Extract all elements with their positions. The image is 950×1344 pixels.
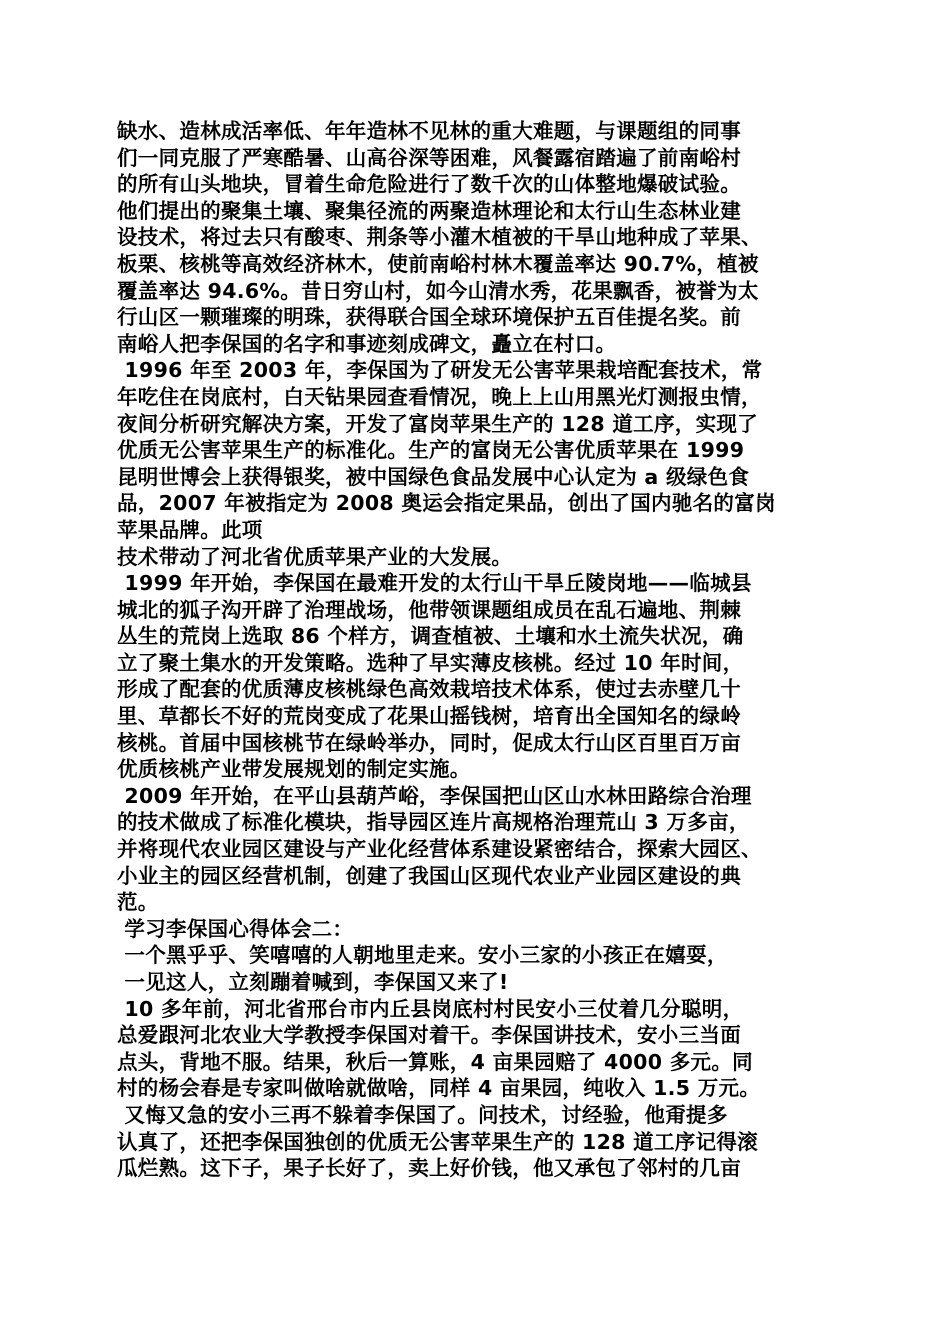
text-line: 优质核桃产业带发展规划的制定实施。 [117,757,471,782]
text-line: 范。 [117,890,159,915]
text-line: 年吃住在岗底村，白天钻果园查看情况，晚上上山用黑光灯测报虫情， [117,384,762,409]
text-line: 核桃。首届中国核桃节在绿岭举办，同时，促成太行山区百里百万亩 [117,730,741,755]
text-line: 昆明世博会上获得银奖，被中国绿色食品发展中心认定为 a 级绿色食 [117,464,750,489]
section-heading: 学习李保国心得体会二： [117,916,354,941]
text-line: 覆盖率达 94.6%。昔日穷山村，如今山清水秀，花果飘香，被誉为太 [117,278,759,303]
text-line: 的技术做成了标准化模块，指导园区连片高规格治理荒山 3 万多亩， [117,810,750,835]
text-line: 设技术，将过去只有酸枣、荆条等小灌木植被的干旱山地种成了苹果、 [117,225,762,250]
text-line: 缺水、造林成活率低、年年造林不见林的重大难题，与课题组的同事 [117,119,741,143]
text-line: 10 多年前，河北省邢台市内丘县岗底村村民安小三仗着几分聪明， [117,996,744,1021]
text-line: 优质无公害苹果生产的标准化。生产的富岗无公害优质苹果在 1999 [117,438,745,463]
text-line: 立了聚土集水的开发策略。选种了早实薄皮核桃。经过 10 年时间， [117,650,744,675]
text-line: 苹果品牌。此项 [117,517,263,542]
text-line: 他们提出的聚集土壤、聚集径流的两聚造林理论和太行山生态林业建 [117,198,741,223]
text-line: 1999 年开始，李保国在最难开发的太行山干旱丘陵岗地——临城县 [117,571,752,596]
text-line: 技术带动了河北省优质苹果产业的大发展。 [117,544,513,569]
text-line: 小业主的园区经营机制，创建了我国山区现代农业产业园区建设的典 [117,863,741,888]
text-line: 品，2007 年被指定为 2008 奥运会指定果品，创出了国内驰名的富岗 [117,491,776,516]
text-line: 点头，背地不服。结果，秋后一算账，4 亩果园赔了 4000 多元。同 [117,1049,753,1074]
text-line: 一个黑乎乎、笑嘻嘻的人朝地里走来。安小三家的小孩正在嬉耍， [117,943,728,968]
text-line: 夜间分析研究解决方案，开发了富岗苹果生产的 128 道工序，实现了 [117,411,758,436]
text-line: 的所有山头地块，冒着生命危险进行了数千次的山体整地爆破试验。 [117,172,741,197]
text-line: 一见这人，立刻蹦着喊到，李保国又来了! [117,970,509,994]
text-line: 板栗、核桃等高效经济林木，使前南峪村林木覆盖率达 90.7%，植被 [117,251,759,276]
text-line: 认真了，还把李保国独创的优质无公害苹果生产的 128 道工序记得滚 [117,1129,758,1154]
text-line: 行山区一颗璀璨的明珠，获得联合国全球环境保护五百佳提名奖。前 [117,305,741,330]
text-line: 南峪人把李保国的名字和事迹刻成碑文，矗立在村口。 [117,331,617,356]
text-line: 并将现代农业园区建设与产业化经营体系建设紧密结合，探索大园区、 [117,837,762,862]
text-line: 城北的狐子沟开辟了治理战场，他带领课题组成员在乱石遍地、荆棘 [117,597,741,622]
text-line: 又悔又急的安小三再不躲着李保国了。问技术，讨经验，他甭提多 [117,1102,728,1127]
text-line: 1996 年至 2003 年，李保国为了研发无公害苹果栽培配套技术，常 [117,358,763,383]
body-text [117,118,857,1182]
text-line: 总爱跟河北农业大学教授李保国对着干。李保国讲技术，安小三当面 [117,1023,741,1048]
text-line: 们一同克服了严寒酷暑、山高谷深等困难，风餐露宿踏遍了前南峪村 [117,145,741,170]
text-line: 瓜烂熟。这下子，果子长好了，卖上好价钱，他又承包了邻村的几亩 [117,1156,741,1181]
text-line: 里、草都长不好的荒岗变成了花果山摇钱树，培育出全国知名的绿岭 [117,704,741,729]
text-line: 村的杨会春是专家叫做啥就做啥，同样 4 亩果园，纯收入 1.5 万元。 [117,1076,761,1101]
text-line: 形成了配套的优质薄皮核桃绿色高效栽培技术体系，使过去赤壁几十 [117,677,741,702]
text-line: 2009 年开始，在平山县葫芦峪，李保国把山区山水林田路综合治理 [117,783,752,808]
text-line: 丛生的荒岗上选取 86 个样方，调查植被、土壤和水土流失状况，确 [117,624,744,649]
